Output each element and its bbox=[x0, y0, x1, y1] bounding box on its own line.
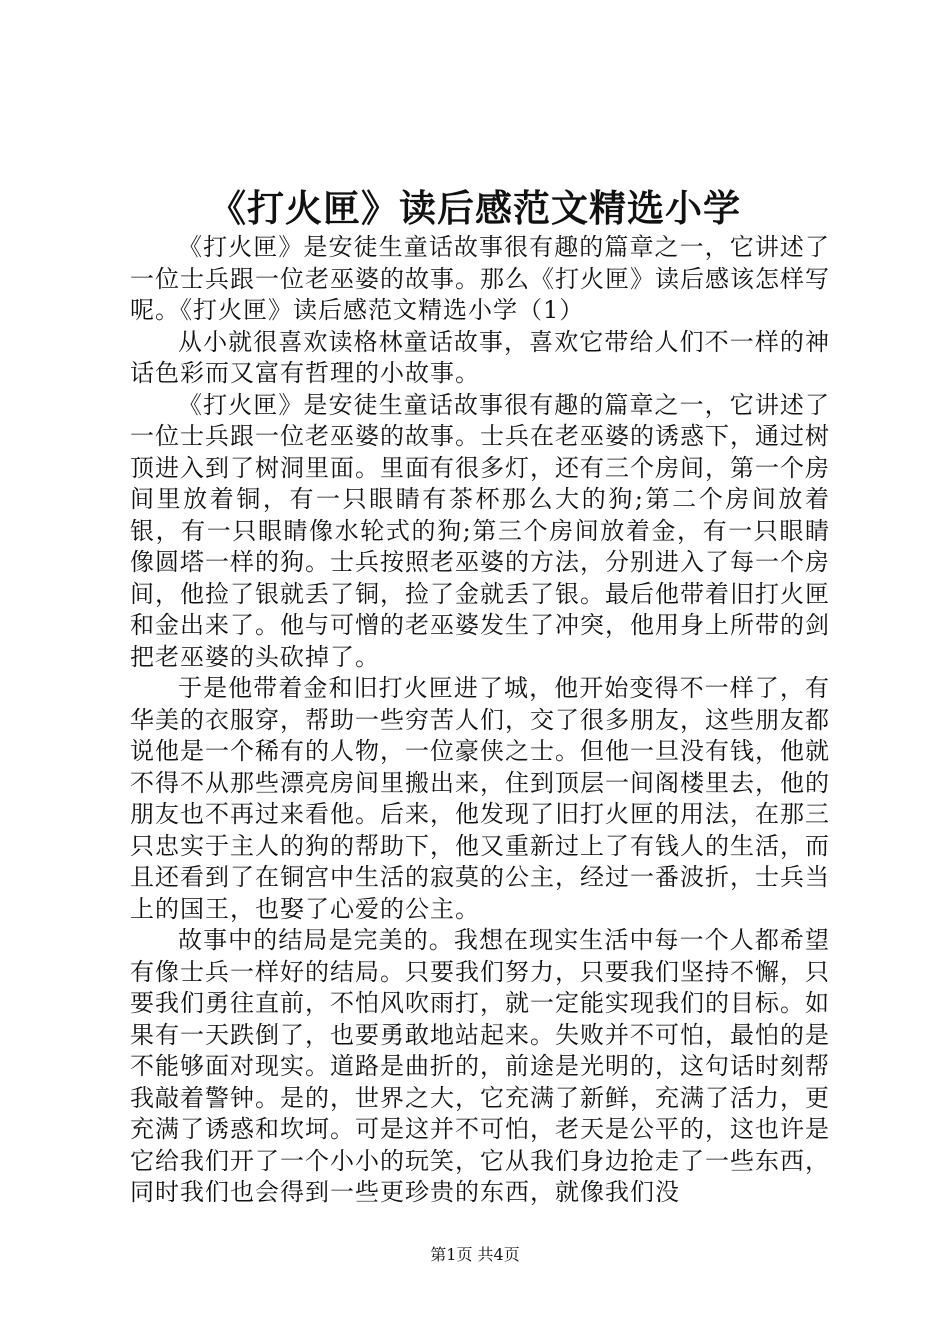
paragraph-intro: 《打火匣》是安徒生童话故事很有趣的篇章之一，它讲述了一位士兵跟一位老巫婆的故事。那么《打火匣》读后感该怎样写呢。《打火匣》读后感范文精选小学（1） bbox=[130, 233, 830, 324]
document-title: 《打火匣》读后感范文精选小学 bbox=[209, 186, 741, 230]
paragraph-story-summary: 《打火匣》是安徒生童话故事很有趣的篇章之一，它讲述了一位士兵跟一位老巫婆的故事。士兵在老巫婆的诱惑下，通过树顶进入到了树洞里面。里面有很多灯，还有三个房间，第一个房间里放着铜，有一只眼睛有茶杯那么大的狗;第二个房间放着银，有一只眼睛像水轮式的狗;第三个房间放着金，有一只眼睛像圆塔一样的狗。士兵按照老巫婆的方法，分别进入了每一个房间，他捡了银就丢了铜，捡了金就丢了银。最后他带着旧打火匣和金出来了。他与可憎的老巫婆发生了冲突，他用身上所带的剑把老巫婆的头砍掉了。 bbox=[130, 390, 830, 671]
paragraph-reflection: 故事中的结局是完美的。我想在现实生活中每一个人都希望有像士兵一样好的结局。只要我们努力，只要我们坚持不懈，只要我们勇往直前，不怕风吹雨打，就一定能实现我们的目标。如果有一天跌倒了，也要勇敢地站起来。失败并不可怕，最怕的是不能够面对现实。道路是曲折的，前途是光明的，这句话时刻帮我敲着警钟。是的，世界之大，它充满了新鲜，充满了活力，更充满了诱惑和坎坷。可是这并不可怕，老天是公平的，这也许是它给我们开了一个小小的玩笑，它从我们身边抢走了一些东西，同时我们也会得到一些更珍贵的东西，就像我们没 bbox=[130, 926, 830, 1206]
paragraph-city-life: 于是他带着金和旧打火匣进了城，他开始变得不一样了，有华美的衣服穿，帮助一些穷苦人们，交了很多朋友，这些朋友都说他是一个稀有的人物，一位豪侠之士。但他一旦没有钱，他就不得不从那些漂亮房间里搬出来，住到顶层一间阁楼里去，他的朋友也不再过来看他。后来，他发现了旧打火匣的用法，在那三只忠实于主人的狗的帮助下，他又重新过上了有钱人的生活，而且还看到了在铜宫中生活的寂莫的公主，经过一番波折，士兵当上的国王，也娶了心爱的公主。 bbox=[130, 674, 830, 923]
page-number: 第1页 共4页 bbox=[430, 1245, 520, 1264]
paragraph-grimm: 从小就很喜欢读格林童话故事，喜欢它带给人们不一样的神话色彩而又富有哲理的小故事。 bbox=[130, 327, 830, 387]
document-body bbox=[130, 232, 830, 1209]
